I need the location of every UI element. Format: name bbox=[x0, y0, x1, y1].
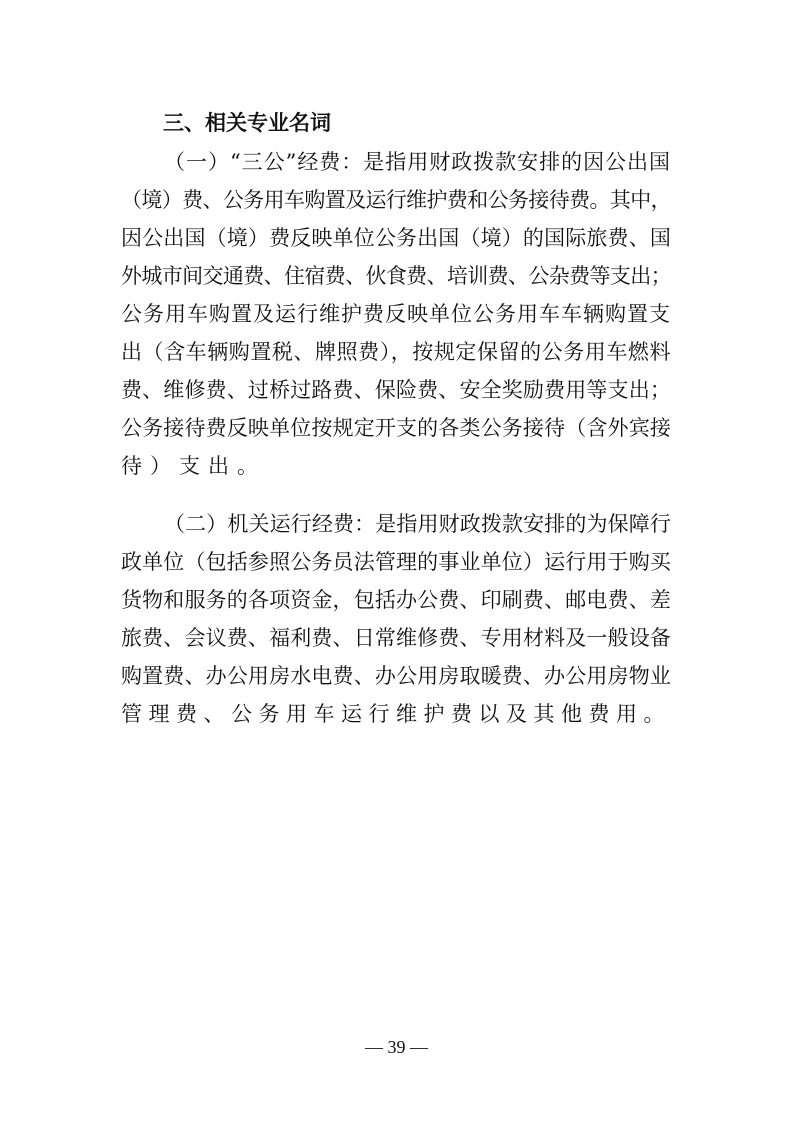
text-line: 费、维修费、过桥过路费、保险费、安全奖励费用等支出； bbox=[121, 378, 671, 402]
text-line: 外城市间交通费、住宿费、伙食费、培训费、公杂费等支出； bbox=[121, 264, 671, 288]
text-line: 政单位（包括参照公务员法管理的事业单位）运行用于购买 bbox=[121, 550, 671, 574]
paragraph1-line bbox=[0, 294, 793, 334]
paragraph2-line bbox=[0, 618, 793, 658]
text-line: 购置费、办公用房水电费、办公用房取暖费、办公用房物业 bbox=[121, 664, 671, 688]
page-number: — 39 — bbox=[365, 1037, 428, 1057]
paragraph2-line bbox=[0, 694, 793, 734]
text-line: （一）“三公”经费：是指用财政拨款安排的因公出国 bbox=[164, 150, 671, 174]
text-line: 管理费、公务用车运行维护费以及其他费用。 bbox=[121, 702, 671, 726]
text-line: 公务接待费反映单位按规定开支的各类公务接待（含外宾接 bbox=[121, 416, 671, 440]
text-line: 货物和服务的各项资金，包括办公费、印刷费、邮电费、差 bbox=[121, 588, 671, 612]
text-line: 旅费、会议费、福利费、日常维修费、专用材料及一般设备 bbox=[121, 626, 671, 650]
text-line: 因公出国（境）费反映单位公务出国（境）的国际旅费、国 bbox=[121, 226, 671, 250]
paragraph1-line bbox=[0, 256, 793, 296]
text-line: （境）费、公务用车购置及运行维护费和公务接待费。其中， bbox=[121, 188, 671, 212]
paragraph2-line bbox=[0, 542, 793, 582]
paragraph1-line bbox=[0, 218, 793, 258]
text-line: （二）机关运行经费：是指用财政拨款安排的为保障行 bbox=[164, 512, 671, 536]
paragraph1-line bbox=[0, 446, 793, 486]
paragraph1-line bbox=[0, 408, 793, 448]
text-line: 公务用车购置及运行维护费反映单位公务用车车辆购置支 bbox=[121, 302, 671, 326]
paragraph2-line bbox=[0, 656, 793, 696]
text-line: 出（含车辆购置税、牌照费），按规定保留的公务用车燃料 bbox=[121, 340, 671, 364]
paragraph1-line bbox=[0, 142, 793, 182]
text-line: 待）支出。 bbox=[121, 454, 266, 478]
paragraph1-line bbox=[0, 180, 793, 220]
paragraph1-line bbox=[0, 332, 793, 372]
section-heading: 三、相关专业名词 bbox=[163, 111, 331, 135]
paragraph2-line bbox=[0, 504, 793, 544]
paragraph2-line bbox=[0, 580, 793, 620]
paragraph1-line bbox=[0, 370, 793, 410]
